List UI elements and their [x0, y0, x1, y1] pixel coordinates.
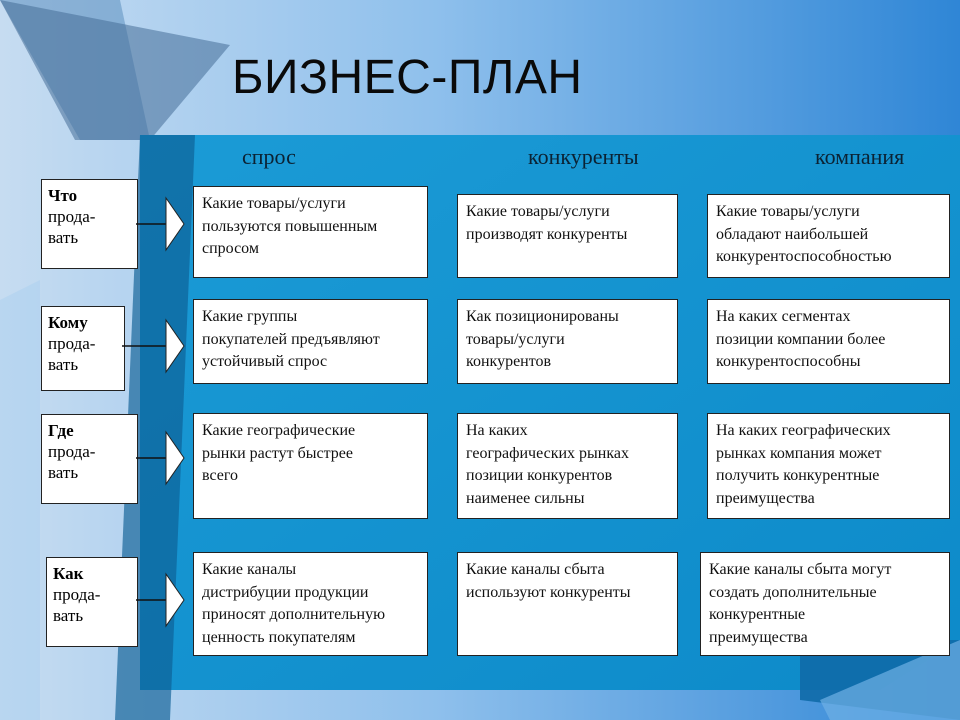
cell-demand-whom: Какие группы покупателей предъявляют устойчивый спрос [193, 299, 428, 384]
arrow-row-1 [136, 196, 196, 256]
cell-company-whom: На каких сегментах позиции компании более конкурентоспособны [707, 299, 950, 384]
cell-demand-what: Какие товары/услуги пользуются повышенным спросом [193, 186, 428, 278]
arrow-row-2 [122, 318, 202, 378]
cell-competitors-what: Какие товары/услуги производят конкуренты [457, 194, 678, 278]
cell-competitors-how: Какие каналы сбыта используют конкуренты [457, 552, 678, 656]
column-header-competitors: конкуренты [528, 144, 639, 169]
arrow-row-3 [136, 430, 196, 490]
row-label-where: Где прода- вать [41, 414, 138, 504]
row-label-what: Что прода- вать [41, 179, 138, 269]
cell-demand-where: Какие географические рынки растут быстрее всего [193, 413, 428, 519]
page-title: БИЗНЕС-ПЛАН [232, 51, 583, 104]
cell-competitors-whom: Как позиционированы товары/услуги конкурентов [457, 299, 678, 384]
row-label-whom: Кому прода- вать [41, 306, 125, 391]
cell-company-what: Какие товары/услуги обладают наибольшей конкурентоспособностью [707, 194, 950, 278]
arrow-row-4 [136, 572, 196, 632]
cell-company-where: На каких географических рынках компания может получить конкурентные преимущества [707, 413, 950, 519]
column-header-company: компания [815, 144, 905, 169]
cell-competitors-where: На каких географических рынках позиции конкурентов наименее сильны [457, 413, 678, 519]
cell-demand-how: Какие каналы дистрибуции продукции приносят дополнительную ценность покупателям [193, 552, 428, 656]
row-label-how: Как прода- вать [46, 557, 138, 647]
cell-company-how: Какие каналы сбыта могут создать дополнительные конкурентные преимущества [700, 552, 950, 656]
column-header-demand: спрос [242, 144, 296, 169]
